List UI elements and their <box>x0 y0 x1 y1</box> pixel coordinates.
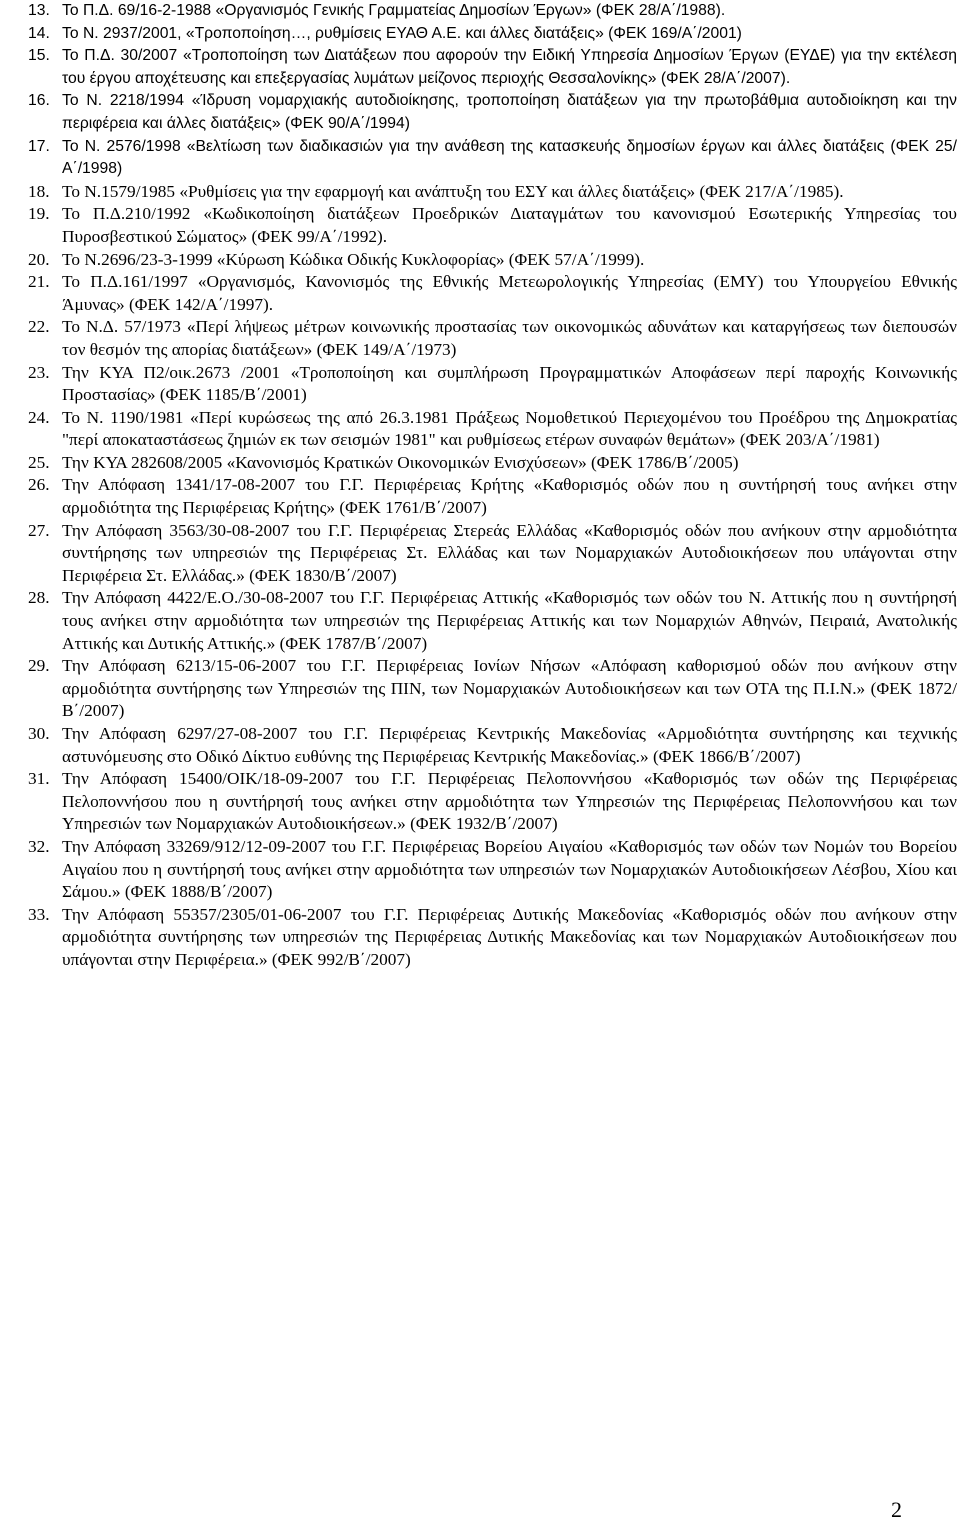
item-number: 29. <box>28 656 50 676</box>
item-text: Την Απόφαση 33269/912/12-09-2007 του Γ.Γ. Περιφέρειας Βορείου Αιγαίου «Καθορισμός των οδών των Νομών του Βορείου Αιγαίου που η συντήρησή τους ανήκει στην αρμοδιότητα των υπηρεσιών των Νομαρχιακών Αυτοδιοικήσεων Λέσβου, Χίου και Σάμου.» (ΦΕΚ 1888/Β΄/2007) <box>62 836 957 902</box>
item-number: 19. <box>28 204 50 224</box>
item-text: Την Απόφαση 4422/Ε.Ο./30-08-2007 του Γ.Γ. Περιφέρειας Αττικής «Καθορισμός των οδών του Ν. Αττικής που η συντήρησή τους ανήκει στην αρμοδιότητα των υπηρεσιών της Περιφέρειας Αττικής και των Νομαρχιών Αθηνών, Πειραιά, Ανατολικής Αττικής και Δυτικής Αττικής.» (ΦΕΚ 1787/Β΄/2007) <box>62 588 957 653</box>
item-number: 25. <box>28 452 50 472</box>
list-item <box>28 587 957 655</box>
item-text: Την Απόφαση 55357/2305/01-06-2007 του Γ.Γ. Περιφέρειας Δυτικής Μακεδονίας «Καθορισμός οδών που ανήκουν στην αρμοδιότητα συντήρησης των υπηρεσιών της Περιφέρειας Δυτικής Μακεδονίας και των Νομαρχιακών Αυτοδιοικήσεων που υπάγονται στην Περιφέρεια.» (ΦΕΚ 992/Β΄/2007) <box>62 904 957 969</box>
list-item <box>28 181 957 204</box>
item-number: 28. <box>28 588 50 608</box>
item-text: Το Ν.Δ. 57/1973 «Περί λήψεως μέτρων κοινωνικής προστασίας των οικονομικώς αδυνάτων και καταργήσεως των διεπουσών τον θεσμόν της απορίας διατάξεων» (ΦΕΚ 149/Α΄/1973) <box>62 317 957 359</box>
item-text: Το Π.Δ.161/1997 «Οργανισμός, Κανονισμός της Εθνικής Μετεωρολογικής Υπηρεσίας (ΕΜΥ) του Υπουργείου Εθνικής Άμυνας» (ΦΕΚ 142/Α΄/1997). <box>62 272 957 314</box>
list-item <box>28 904 957 972</box>
list-item <box>28 90 957 135</box>
item-number: 23. <box>28 362 50 382</box>
list-item <box>28 407 957 452</box>
item-number: 21. <box>28 272 50 292</box>
list-item <box>28 452 957 475</box>
item-text: Την Απόφαση 6297/27-08-2007 του Γ.Γ. Περιφέρειας Κεντρικής Μακεδονίας «Αρμοδιότητα συντήρησης και τεχνικής αστυνόμευσης στο Οδικό Δίκτυο ευθύνης της Περιφέρειας Κεντρικής Μακεδονίας.» (ΦΕΚ 1866/Β΄/2007) <box>62 724 957 766</box>
item-text: Το Ν. 2937/2001, «Τροποποίηση…, ρυθμίσεις ΕΥΑΘ Α.Ε. και άλλες διατάξεις» (ΦΕΚ 169/Α΄/2001) <box>62 24 742 42</box>
item-number: 16. <box>28 92 50 110</box>
item-text: Το Ν. 1190/1981 «Περί κυρώσεως της από 26.3.1981 Πράξεως Νομοθετικού Περιεχομένου του Προέδρου της Δημοκρατίας "περί αποκαταστάσεως ζημιών εκ των σεισμών 1981" και ρυθμίσεως ετέρων συναφών θεμάτων» (ΦΕΚ 203/Α΄/1981) <box>62 407 957 450</box>
item-number: 32. <box>28 836 50 856</box>
item-number: 20. <box>28 249 50 269</box>
item-number: 31. <box>28 769 50 789</box>
item-number: 15. <box>28 47 50 65</box>
item-text: Το Ν. 2576/1998 «Βελτίωση των διαδικασιών για την ανάθεση της κατασκευής δημοσίων έργων και άλλες διατάξεις (ΦΕΚ 25/Α΄/1998) <box>62 137 957 178</box>
list-item <box>28 0 957 23</box>
item-number: 14. <box>28 24 50 42</box>
list-item <box>28 316 957 361</box>
page-number: 2 <box>891 1497 902 1522</box>
item-number: 33. <box>28 904 50 924</box>
item-number: 24. <box>28 407 50 427</box>
item-text: Την ΚΥΑ Π2/οικ.2673 /2001 «Τροποποίηση και συμπλήρωση Προγραμματικών Αποφάσεων περί παροχής Κοινωνικής Προστασίας» (ΦΕΚ 1185/Β΄/2001) <box>62 362 957 405</box>
item-text: Την Απόφαση 1341/17-08-2007 του Γ.Γ. Περιφέρειας Κρήτης «Καθορισμός οδών που η συντήρησή τους ανήκει στην αρμοδιότητα της Περιφέρειας Κρήτης» (ΦΕΚ 1761/Β΄/2007) <box>62 475 957 518</box>
item-number: 22. <box>28 317 50 337</box>
list-item <box>28 836 957 904</box>
list-item <box>28 474 957 519</box>
list-item <box>28 45 957 90</box>
list-item <box>28 249 957 272</box>
item-number: 26. <box>28 475 50 495</box>
item-number: 13. <box>28 2 50 19</box>
list-item <box>28 723 957 768</box>
item-text: Το Ν.1579/1985 «Ρυθμίσεις για την εφαρμογή και ανάπτυξη του ΕΣΥ και άλλες διατάξεις» (ΦΕΚ 217/Α΄/1985). <box>62 181 844 201</box>
list-item <box>28 203 957 248</box>
item-text: Την Απόφαση 15400/ΟΙΚ/18-09-2007 του Γ.Γ. Περιφέρειας Πελοποννήσου «Καθορισμός των οδών της Περιφέρειας Πελοποννήσου που η συντήρησή τους ανήκει στην αρμοδιότητα των Υπηρεσιών της Περιφέρειας Πελοποννήσου και των Υπηρεσιών των Νομαρχιακών Αυτοδιοικήσεων.» (ΦΕΚ 1932/Β΄/2007) <box>62 769 957 834</box>
item-text: Την Απόφαση 3563/30-08-2007 του Γ.Γ. Περιφέρειας Στερεάς Ελλάδας «Καθορισμός οδών που ανήκουν στην αρμοδιότητα συντήρησης των υπηρεσιών της Περιφέρειας Στ. Ελλάδας και των Νομαρχιακών Αυτοδιοικήσεων που υπάγονται στην Περιφέρεια Στ. Ελλάδας.» (ΦΕΚ 1830/Β΄/2007) <box>62 520 957 585</box>
item-text: Το Π.Δ. 30/2007 «Τροποποίηση των Διατάξεων που αφορούν την Ειδική Υπηρεσία Δημοσίων Έργων (ΕΥΔΕ) για την εκτέλεση του έργου αποχέτευσης και επεξεργασίας λυμάτων μείζονος περιοχής Θεσσαλονίκης» (ΦΕΚ 28/Α΄/2007). <box>62 47 957 87</box>
list-item <box>28 362 957 407</box>
item-number: 17. <box>28 137 50 155</box>
item-text: Το Ν.2696/23-3-1999 «Κύρωση Κώδικα Οδικής Κυκλοφορίας» (ΦΕΚ 57/Α΄/1999). <box>62 249 645 269</box>
item-text: Το Π.Δ.210/1992 «Κωδικοποίηση διατάξεων Προεδρικών Διαταγμάτων του κανονισμού Εσωτερικής Υπηρεσίας του Πυροσβεστικού Σώματος» (ΦΕΚ 99/Α΄/1992). <box>62 204 957 246</box>
item-text: Την ΚΥΑ 282608/2005 «Κανονισμός Κρατικών Οικονομικών Ενισχύσεων» (ΦΕΚ 1786/Β΄/2005) <box>62 452 739 472</box>
list-item <box>28 23 957 46</box>
item-text: Την Απόφαση 6213/15-06-2007 του Γ.Γ. Περιφέρειας Ιονίων Νήσων «Απόφαση καθορισμού οδών που ανήκουν στην αρμοδιότητα συντήρησης των Υπηρεσιών της ΠΙΝ, των Νομαρχιακών Αυτοδιοικήσεων και των ΟΤΑ της Π.Ι.Ν.» (ΦΕΚ 1872/Β΄/2007) <box>62 656 957 721</box>
item-number: 30. <box>28 724 50 743</box>
list-item <box>28 520 957 588</box>
list-item <box>28 655 957 723</box>
legislation-list <box>28 0 957 972</box>
item-number: 18. <box>28 181 50 201</box>
item-number: 27. <box>28 520 50 540</box>
list-item <box>28 136 957 181</box>
item-text: Το Ν. 2218/1994 «Ίδρυση νομαρχιακής αυτοδιοίκησης, τροποποίηση διατάξεων για την πρωτοβάθμια αυτοδιοίκηση και την περιφέρεια και άλλες διατάξεις» (ΦΕΚ 90/Α΄/1994) <box>62 92 957 132</box>
list-item <box>28 768 957 836</box>
item-text: Το Π.Δ. 69/16-2-1988 «Οργανισμός Γενικής Γραμματείας Δημοσίων Έργων» (ΦΕΚ 28/Α΄/1988). <box>62 2 726 19</box>
list-item <box>28 271 957 316</box>
